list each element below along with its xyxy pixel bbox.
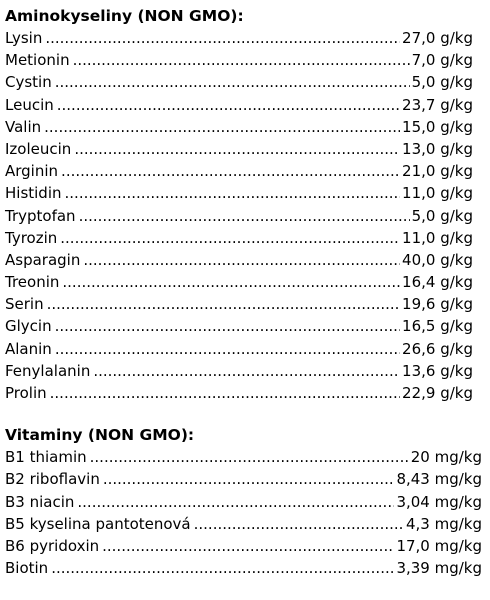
amino-name: Histidin xyxy=(5,184,62,203)
vitamin-value: 4,3 mg/kg xyxy=(405,514,482,533)
leader-dots xyxy=(93,360,400,382)
leader-dots xyxy=(61,160,400,182)
vitamin-name: B6 pyridoxin xyxy=(5,536,100,555)
amino-row xyxy=(5,360,473,382)
vitamins-list xyxy=(5,446,490,579)
amino-name: Cystin xyxy=(5,73,52,92)
amino-value: 16,5 g/kg xyxy=(402,317,473,336)
vitamin-value: 3,39 mg/kg xyxy=(396,559,482,578)
amino-value: 11,0 g/kg xyxy=(402,184,473,203)
amino-row xyxy=(5,94,473,116)
leader-dots xyxy=(55,71,410,93)
amino-row xyxy=(5,249,473,271)
amino-name: Tryptofan xyxy=(5,206,76,225)
amino-name: Tyrozin xyxy=(5,228,58,247)
amino-value: 13,0 g/kg xyxy=(402,139,473,158)
leader-dots xyxy=(102,535,394,557)
vitamin-name: Biotin xyxy=(5,559,49,578)
amino-row xyxy=(5,293,473,315)
amino-name: Asparagin xyxy=(5,250,81,269)
amino-row xyxy=(5,182,473,204)
amino-value: 23,7 g/kg xyxy=(402,95,473,114)
leader-dots xyxy=(90,446,409,468)
vitamin-row xyxy=(5,557,482,579)
amino-value: 5,0 g/kg xyxy=(411,206,473,225)
amino-value: 27,0 g/kg xyxy=(402,29,473,47)
leader-dots xyxy=(57,94,400,116)
vitamin-name: B5 kyselina pantotenová xyxy=(5,514,191,533)
amino-name: Lysin xyxy=(5,29,43,47)
vitamin-name: B3 niacin xyxy=(5,492,75,511)
amino-name: Leucin xyxy=(5,95,54,114)
amino-heading: Aminokyseliny (NON GMO): xyxy=(5,7,244,25)
amino-value: 15,0 g/kg xyxy=(402,117,473,136)
section-spacer xyxy=(5,404,490,424)
amino-value: 16,4 g/kg xyxy=(402,273,473,292)
vitamin-name: B2 riboflavin xyxy=(5,470,100,489)
amino-row xyxy=(5,27,473,49)
amino-value: 40,0 g/kg xyxy=(402,250,473,269)
amino-value: 7,0 g/kg xyxy=(411,51,473,70)
leader-dots xyxy=(65,182,401,204)
leader-dots xyxy=(47,293,400,315)
leader-dots xyxy=(77,491,394,513)
amino-name: Valin xyxy=(5,117,42,136)
vitamin-value: 8,43 mg/kg xyxy=(396,470,482,489)
leader-dots xyxy=(103,468,395,490)
amino-name: Serin xyxy=(5,295,44,314)
leader-dots xyxy=(45,27,400,49)
amino-name: Prolin xyxy=(5,384,47,402)
leader-dots xyxy=(55,315,400,337)
amino-row xyxy=(5,160,473,182)
amino-row xyxy=(5,382,473,404)
vitamin-row xyxy=(5,513,482,535)
leader-dots xyxy=(194,513,404,535)
amino-name: Treonin xyxy=(5,273,60,292)
amino-row xyxy=(5,338,473,360)
vitamin-row xyxy=(5,446,482,468)
amino-name: Izoleucin xyxy=(5,139,72,158)
amino-row xyxy=(5,49,473,71)
amino-value: 21,0 g/kg xyxy=(402,162,473,181)
amino-value: 13,6 g/kg xyxy=(402,361,473,380)
leader-dots xyxy=(44,116,400,138)
vitamin-name: B1 thiamin xyxy=(5,448,87,467)
amino-row xyxy=(5,116,473,138)
amino-name: Fenylalanin xyxy=(5,361,91,380)
vitamin-row xyxy=(5,535,482,557)
leader-dots xyxy=(51,557,394,579)
leader-dots xyxy=(83,249,400,271)
vitamin-row xyxy=(5,491,482,513)
leader-dots xyxy=(50,382,400,404)
leader-dots xyxy=(62,271,400,293)
leader-dots xyxy=(79,205,410,227)
amino-name: Metionin xyxy=(5,51,70,70)
amino-row xyxy=(5,227,473,249)
leader-dots xyxy=(55,338,400,360)
amino-row xyxy=(5,315,473,337)
leader-dots xyxy=(73,49,410,71)
vitamin-value: 3,04 mg/kg xyxy=(396,492,482,511)
amino-row xyxy=(5,138,473,160)
leader-dots xyxy=(60,227,400,249)
amino-row xyxy=(5,205,473,227)
vitamin-value: 17,0 mg/kg xyxy=(396,536,482,555)
amino-name: Alanin xyxy=(5,339,52,358)
amino-name: Arginin xyxy=(5,162,59,181)
vitamins-heading: Vitaminy (NON GMO): xyxy=(5,426,195,445)
vitamin-value: 20 mg/kg xyxy=(410,448,482,467)
amino-value: 26,6 g/kg xyxy=(402,339,473,358)
leader-dots xyxy=(74,138,400,160)
amino-value: 11,0 g/kg xyxy=(402,228,473,247)
amino-value: 22,9 g/kg xyxy=(402,384,473,402)
amino-value: 19,6 g/kg xyxy=(402,295,473,314)
amino-row xyxy=(5,271,473,293)
amino-value: 5,0 g/kg xyxy=(411,73,473,92)
amino-row xyxy=(5,71,473,93)
vitamin-row xyxy=(5,468,482,490)
amino-name: Glycin xyxy=(5,317,52,336)
amino-list xyxy=(5,27,490,404)
